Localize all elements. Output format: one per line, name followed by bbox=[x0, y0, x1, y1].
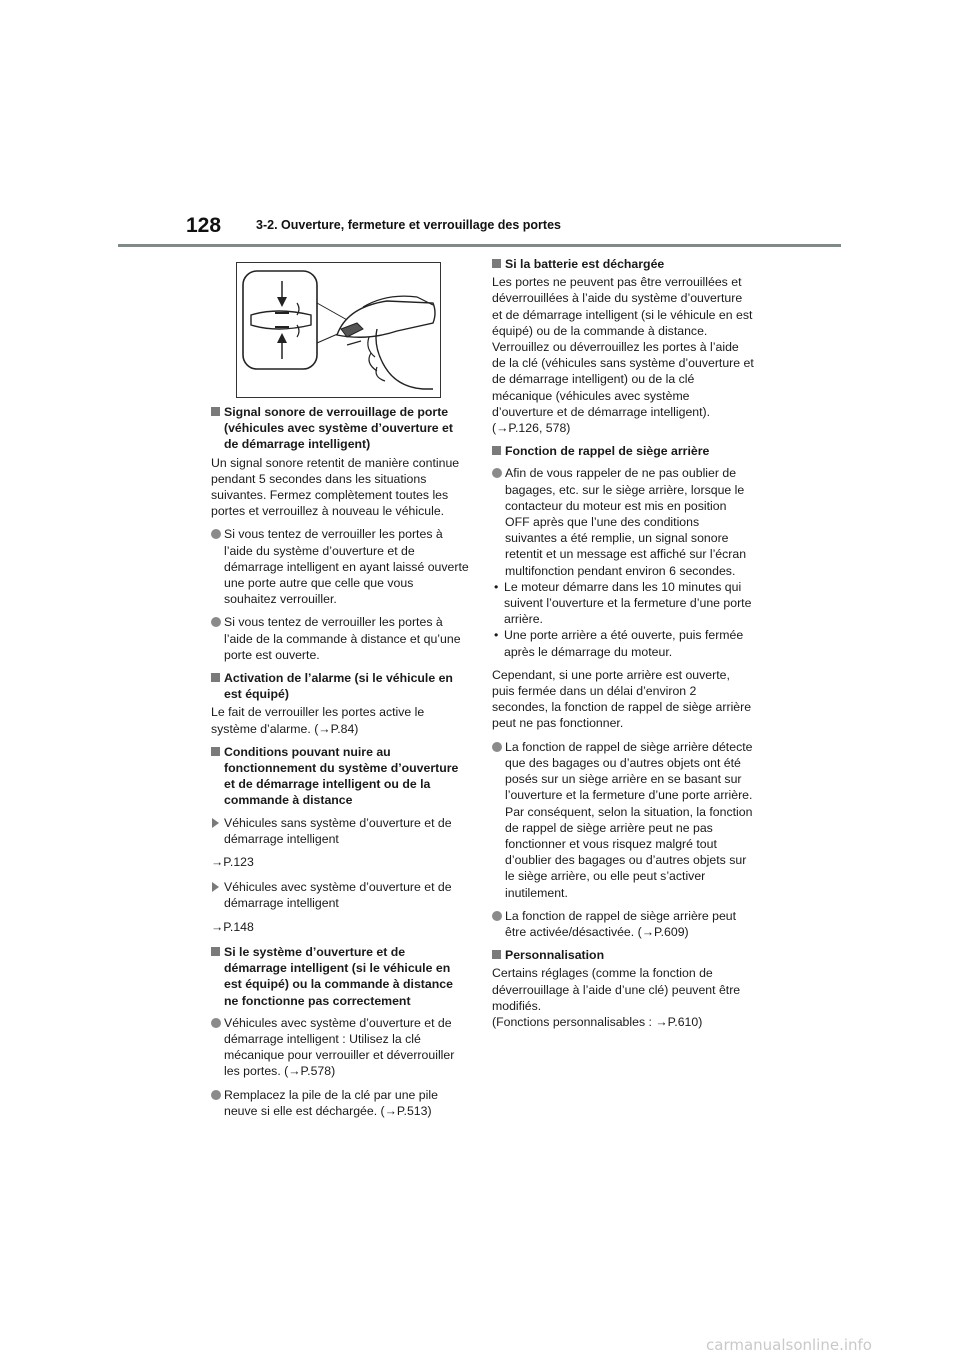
page-number: 128 bbox=[186, 214, 222, 237]
paragraph: Les portes ne peuvent pas être verrouillées et déverrouillées à l’aide du système d’ouverture et de démarrage intelligent (si le véhicule en est équipé) ou de la commande à distance. Verrouillez ou déverrouillez les portes à l’aide de la clé (véhicules sans système d’ouverture et de démarrage intelligent) ou de la clé mécanique (véhicules avec système d’ouverture et de démarrage intelligent). (→P.126, 578) bbox=[492, 275, 754, 436]
square-bullet-icon bbox=[492, 259, 501, 268]
circle-bullet-icon bbox=[492, 911, 502, 921]
circle-bullet-icon bbox=[492, 468, 502, 478]
circle-bullet-icon bbox=[211, 617, 221, 627]
triangle-bullet-icon bbox=[212, 882, 219, 892]
triangle-bullet-icon bbox=[212, 818, 219, 828]
section-heading: Conditions pouvant nuire au fonctionnement du système d’ouverture et de démarrage intelligent ou de la commande à distance bbox=[211, 744, 469, 809]
section-heading: Personnalisation bbox=[492, 947, 754, 963]
door-handle-key-illustration bbox=[236, 262, 441, 398]
page-reference: →P.123 bbox=[211, 855, 254, 870]
square-bullet-icon bbox=[211, 407, 220, 416]
header-rule bbox=[118, 244, 841, 247]
square-bullet-icon bbox=[492, 950, 501, 959]
page-reference: →P.148 bbox=[211, 919, 254, 934]
watermark: carmanualsonline.info bbox=[706, 1336, 872, 1354]
circle-bullet-icon bbox=[211, 1018, 221, 1028]
arrow-item: Véhicules sans système d’ouverture et de démarrage intelligent bbox=[211, 815, 469, 847]
door-handle-icon bbox=[237, 263, 440, 397]
bullet-item: Remplacez la pile de la clé par une pile neuve si elle est déchargée. (→P.513) bbox=[211, 1087, 469, 1119]
dash-item: • Une porte arrière a été ouverte, puis fermée après le démarrage du moteur. bbox=[494, 628, 744, 659]
square-bullet-icon bbox=[492, 446, 501, 455]
bullet-item: La fonction de rappel de siège arrière peut être activée/désactivée. (→P.609) bbox=[492, 908, 754, 940]
bullet-item: Si vous tentez de verrouiller les portes à l’aide de la commande à distance et qu’une porte est ouverte. bbox=[211, 614, 469, 663]
paragraph: Le fait de verrouiller les portes active le système d’alarme. (→P.84) bbox=[211, 705, 425, 736]
section-heading: Signal sonore de verrouillage de porte (véhicules avec système d’ouverture et de démarrage intelligent) bbox=[211, 404, 469, 453]
paragraph: Certains réglages (comme la fonction de déverrouillage à l’aide d’une clé) peuvent être modifiés. bbox=[492, 966, 741, 1013]
dash-item: • Le moteur démarre dans les 10 minutes qui suivent l’ouverture et la fermeture d’une porte arrière. bbox=[494, 579, 752, 627]
circle-bullet-icon bbox=[211, 529, 221, 539]
arrow-item: Véhicules avec système d’ouverture et de démarrage intelligent bbox=[211, 879, 469, 911]
chapter-title: 3-2. Ouverture, fermeture et verrouillage des portes bbox=[256, 218, 561, 232]
circle-bullet-icon bbox=[211, 1090, 221, 1100]
paragraph: Un signal sonore retentit de manière continue pendant 5 secondes dans les situations suivantes. Fermez complètement toutes les portes et verrouillez à nouveau le véhicule. bbox=[211, 455, 460, 519]
bullet-item: Véhicules avec système d’ouverture et de démarrage intelligent : Utilisez la clé mécanique pour verrouiller et déverrouiller les portes. (→P.578) bbox=[211, 1015, 469, 1080]
paragraph: (Fonctions personnalisables : →P.610) bbox=[492, 1014, 703, 1029]
square-bullet-icon bbox=[211, 947, 220, 956]
bullet-item: La fonction de rappel de siège arrière détecte que des bagages ou d’autres objets ont été posés sur un siège arrière en se basant sur l’ouverture et la fermeture d’une porte arrière. Par conséquent, selon la situation, la fonction de rappel de siège arrière peut ne pas fonctionner et vous risquez malgré tout d’oublier des bagages ou d’autres objets sur le siège arrière, ou elle peut s’activer inutilement. bbox=[492, 739, 754, 901]
bullet-item: Si vous tentez de verrouiller les portes à l’aide du système d’ouverture et de démarrage intelligent en ayant laissé ouverte une porte autre que celle que vous souhaitez verrouiller. bbox=[211, 526, 469, 607]
right-column bbox=[492, 256, 754, 1037]
left-column bbox=[211, 404, 469, 1126]
circle-bullet-icon bbox=[492, 742, 502, 752]
paragraph: Cependant, si une porte arrière est ouverte, puis fermée dans un délai d’environ 2 secondes, la fonction de rappel de siège arrière peut ne pas fonctionner. bbox=[492, 667, 752, 731]
section-heading: Fonction de rappel de siège arrière bbox=[492, 443, 754, 459]
square-bullet-icon bbox=[211, 673, 220, 682]
section-heading: Si le système d’ouverture et de démarrage intelligent (si le véhicule en est équipé) ou la commande à distance ne fonctionne pas correctement bbox=[211, 944, 469, 1009]
section-heading: Si la batterie est déchargée bbox=[492, 256, 754, 272]
bullet-item: Afin de vous rappeler de ne pas oublier de bagages, etc. sur le siège arrière, lorsque le contacteur du moteur est mis en position OFF après que l’une des conditions suivantes a été remplie, un signal sonore retentit et un message est affiché sur l’écran multifonction pendant environ 6 secondes. bbox=[492, 465, 754, 578]
section-heading: Activation de l’alarme (si le véhicule en est équipé) bbox=[211, 670, 469, 702]
square-bullet-icon bbox=[211, 747, 220, 756]
